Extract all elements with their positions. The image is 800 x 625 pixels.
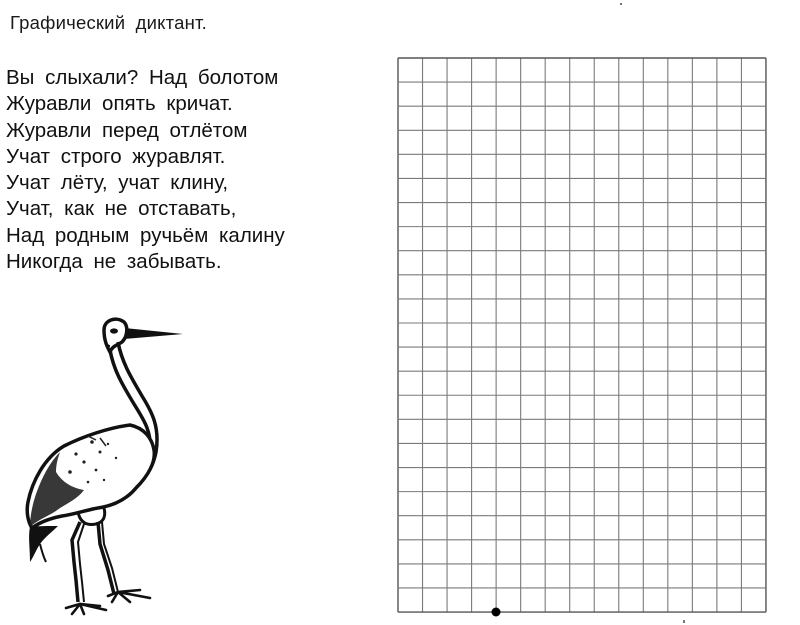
print-speck [683,620,685,623]
poem-line: Учат, как не отставать, [6,197,237,221]
start-point-dot [492,608,501,617]
poem [6,65,285,275]
print-speck [620,3,622,5]
grid-lines [398,58,766,612]
poem-line: Журавли перед отлётом [6,118,248,142]
dictation-grid[interactable] [398,58,766,612]
poem-line: Над родным ручьём калину [6,223,285,247]
page-title: Графический диктант. [10,12,207,33]
poem-line: Вы слыхали? Над болотом [6,66,279,89]
poem-line: Учат лёту, учат клину, [6,171,229,195]
poem-line: Никогда не забывать. [6,250,222,274]
crane-icon [0,312,200,625]
poem-line: Учат строго журавлят. [6,144,226,168]
poem-line: Журавли опять кричат. [6,92,233,116]
